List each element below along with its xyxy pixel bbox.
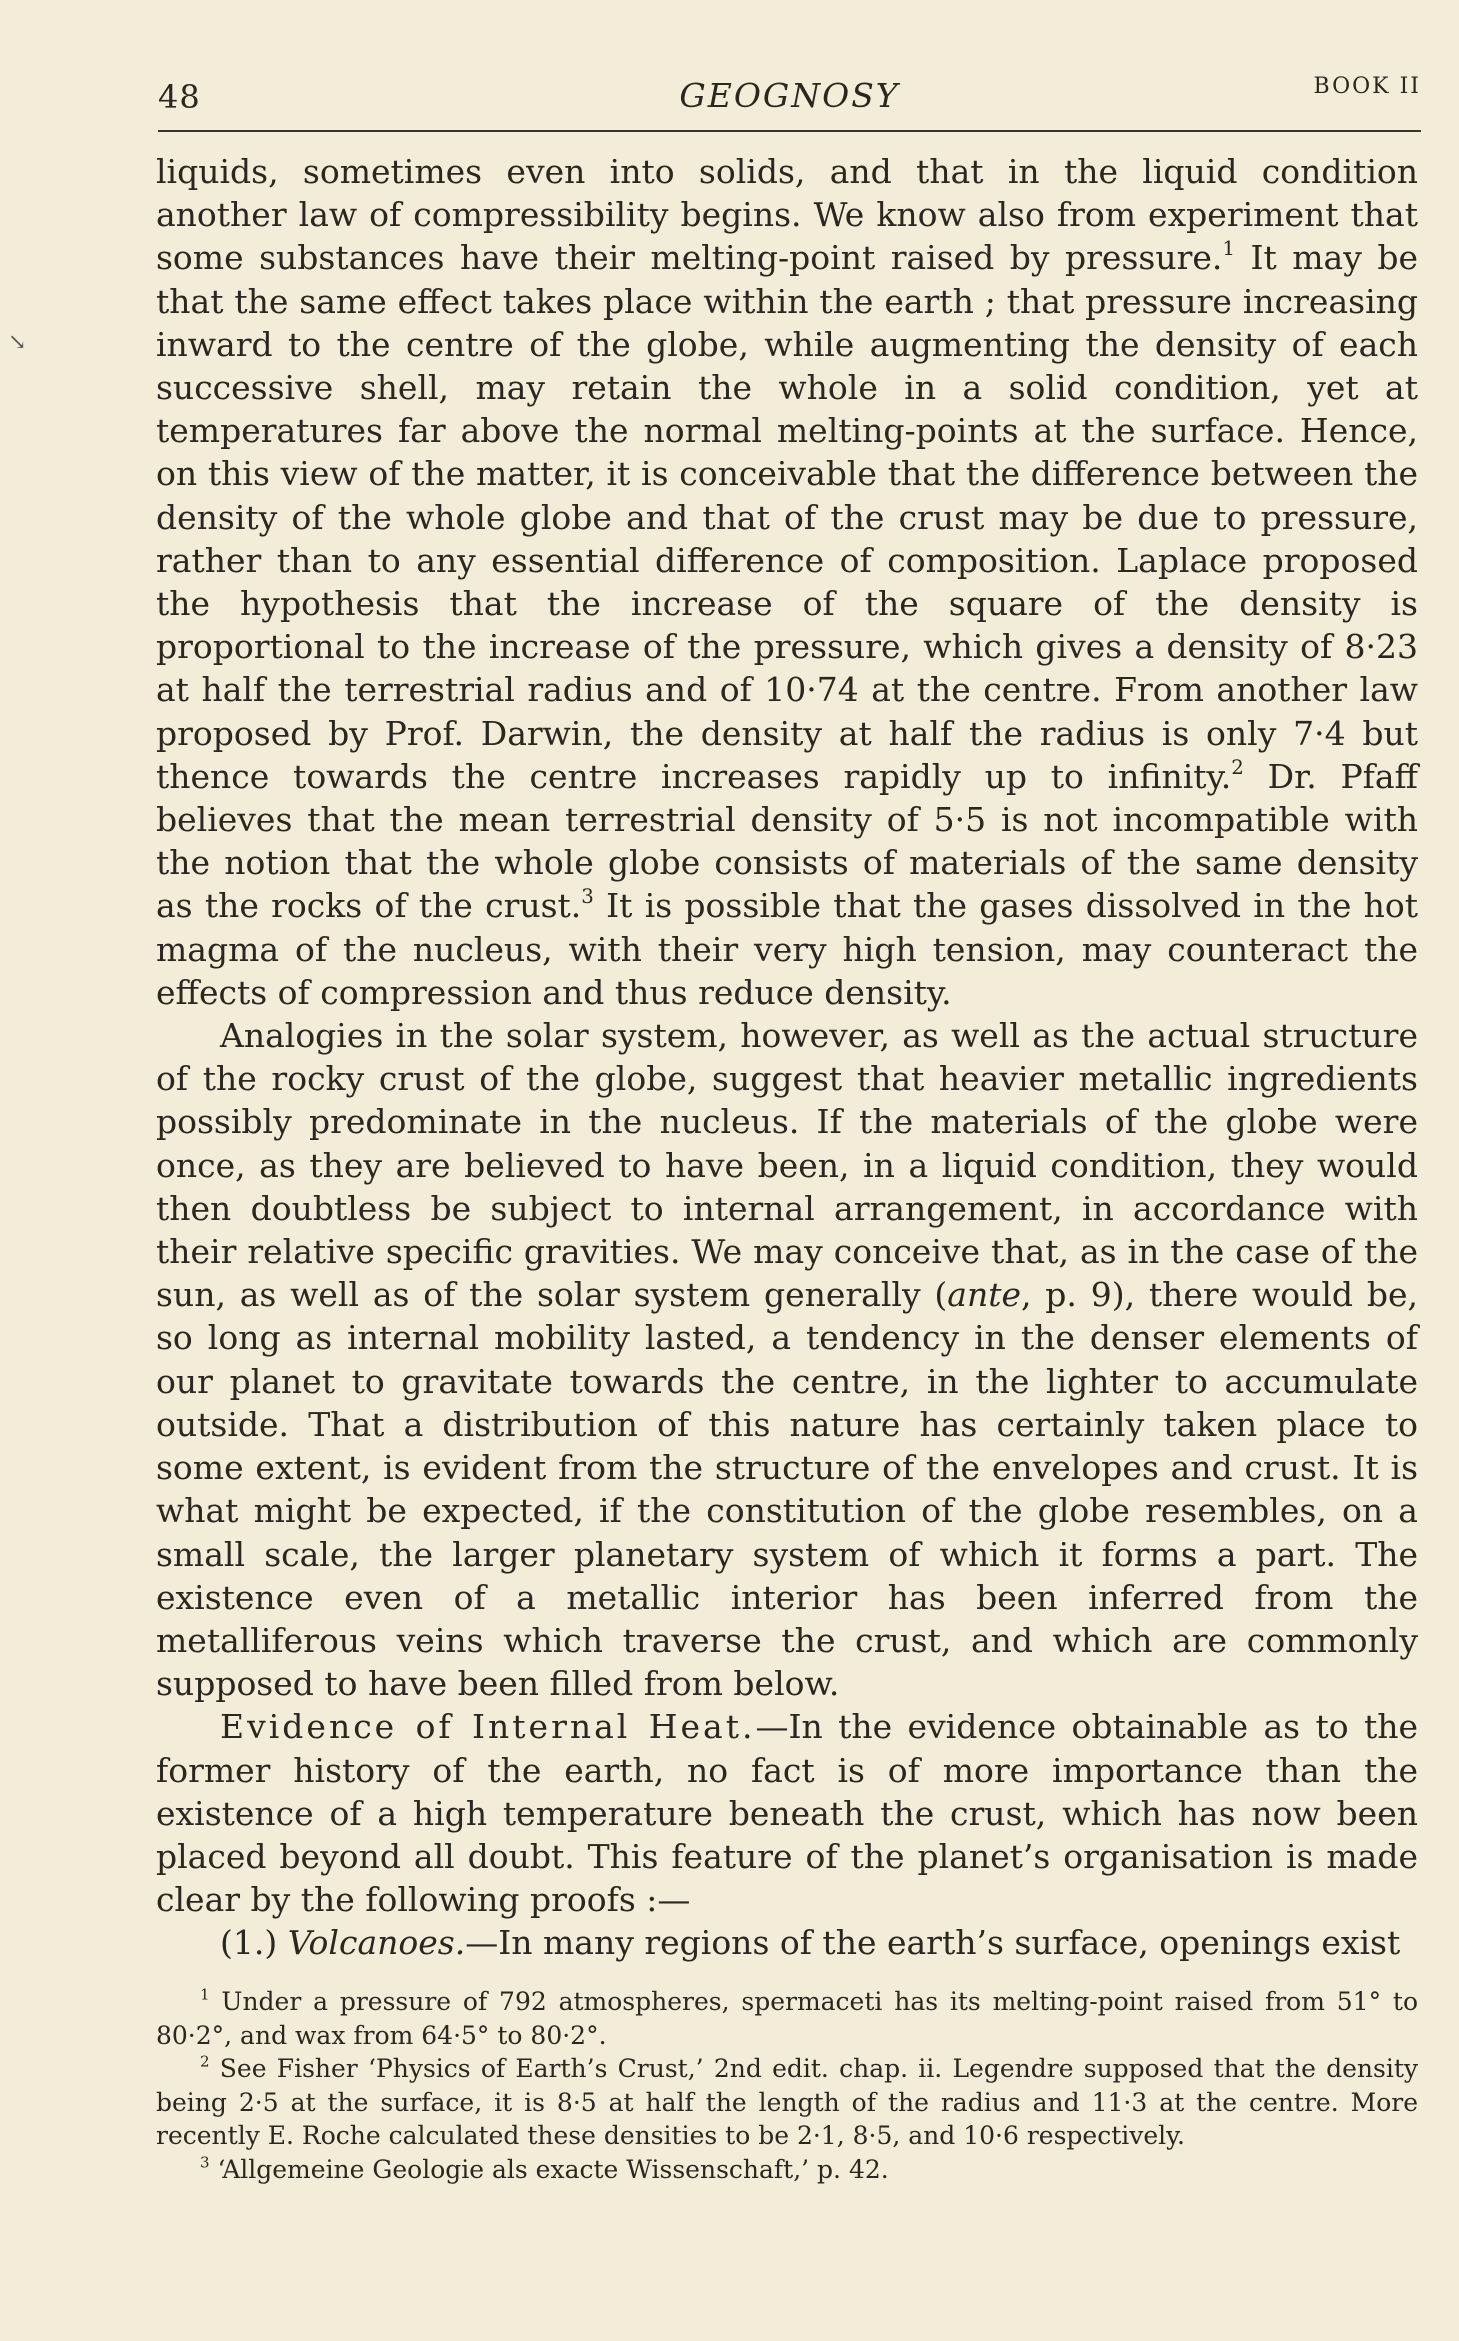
text-run: (1.) — [220, 1923, 288, 1963]
text-run: ‘Allgemeine Geologie als exacte Wissenschaft,’ p. 42. — [209, 2154, 889, 2184]
footnote-ref: 3 — [581, 885, 594, 909]
footnote-ref: 1 — [200, 1985, 210, 2004]
page-number: 48 — [158, 78, 201, 116]
body-text — [156, 150, 1418, 1965]
section-heading: Evidence of Internal Heat. — [220, 1707, 756, 1747]
running-title: GEOGNOSY — [679, 76, 900, 115]
footnote-ref: 2 — [200, 2052, 210, 2071]
footnote — [156, 2052, 1418, 2153]
text-run: Under a pressure of 792 atmospheres, spermaceti has its melting-point raised from 51° to 80·2°, and wax from 64·5° to 80·2°. — [156, 1987, 1418, 2050]
footnote — [156, 1985, 1418, 2052]
text-run: , p. 9), there would be, so long as internal mobility lasted, a tendency in the denser elements of our planet to gravitate towards the centre, in the lighter to accumulate outside. That a distribution of this nature has certainly taken place to some extent, is evident from the structure of the envelopes and crust. It is what might be expected, if the constitution of the globe resembles, on a small scale, the larger planetary system of which it forms a part. The existence even of a metallic interior has been inferred from the metalliferous veins which traverse the crust, and which are commonly supposed to have been filled from below. — [156, 1275, 1419, 1704]
paragraph — [156, 1014, 1418, 1705]
footnote-ref: 2 — [1231, 755, 1244, 779]
footnotes — [156, 1985, 1418, 2186]
book-label: BOOK II — [1313, 74, 1421, 99]
paragraph — [156, 1705, 1418, 1921]
text-run: —In many regions of the earth’s surface, openings exist — [465, 1923, 1401, 1963]
text-run: —In the evidence obtainable as to the former history of the earth, no fact is of more importance than the existence of a high temperature beneath the crust, which has now been placed beyond all doubt. This feature of the planet’s organisation is made clear by the following proofs :— — [156, 1707, 1418, 1920]
italic-text: ante — [947, 1275, 1021, 1315]
text-run: It is possible that the gases dissolved in the hot magma of the nucleus, with their very high tension, may counteract the effects of compression and thus reduce density. — [156, 886, 1418, 1012]
text-run: See Fisher ‘Physics of Earth’s Crust,’ 2nd edit. chap. ii. Legendre supposed that the density being 2·5 at the surface, it is 8·5 at half the length of the radius and 11·3 at the centre. More recently E. Roche calculated these densities to be 2·1, 8·5, and 10·6 respectively. — [156, 2054, 1418, 2150]
footnote — [156, 2153, 1418, 2187]
footnote-ref: 3 — [200, 2153, 210, 2171]
text-run: Analogies in the solar system, however, as well as the actual structure of the rocky crust of the globe, suggest that heavier metallic ingredients possibly predominate in the nucleus. If the materials of the globe were once, as they are believed to have been, in a liquid condition, they would then doubtless be subject to internal arrangement, in accordance with their relative specific gravities. We may conceive that, as in the case of the sun, as well as of the solar system generally ( — [156, 1016, 1418, 1315]
italic-text: Volcanoes. — [287, 1923, 466, 1963]
paragraph — [156, 150, 1418, 1014]
text-run: liquids, sometimes even into solids, and that in the liquid condition another law of compressibility begins. We know also from experiment that some substances have their melting-point raised by pressure. — [156, 152, 1418, 278]
footnote-ref: 1 — [1222, 237, 1235, 261]
running-header — [158, 60, 1421, 132]
text-run: It may be that the same effect takes place within the earth ; that pressure increasing inward to the centre of the globe, while augmenting the density of each successive shell, may retain the whole in a solid condition, yet at temperatures far above the normal melting-points at the surface. Hence, on this view of the matter, it is conceivable that the difference between the density of the whole globe and that of the crust may be due to pressure, rather than to any essential difference of composition. Laplace proposed the hypothesis that the increase of the square of the density is proportional to the increase of the pressure, which gives a density of 8·23 at half the terrestrial radius and of 10·74 at the centre. From another law proposed by Prof. Darwin, the density at half the radius is only 7·4 but thence towards the centre increases rapidly up to infinity. — [156, 238, 1418, 796]
paragraph — [156, 1921, 1418, 1964]
margin-mark: ↘ — [8, 330, 27, 355]
text-run: Dr. Pfaff believes that the mean terrestrial density of 5·5 is not incompatible with the notion that the whole globe consists of materials of the same density as the rocks of the crust. — [156, 756, 1418, 926]
